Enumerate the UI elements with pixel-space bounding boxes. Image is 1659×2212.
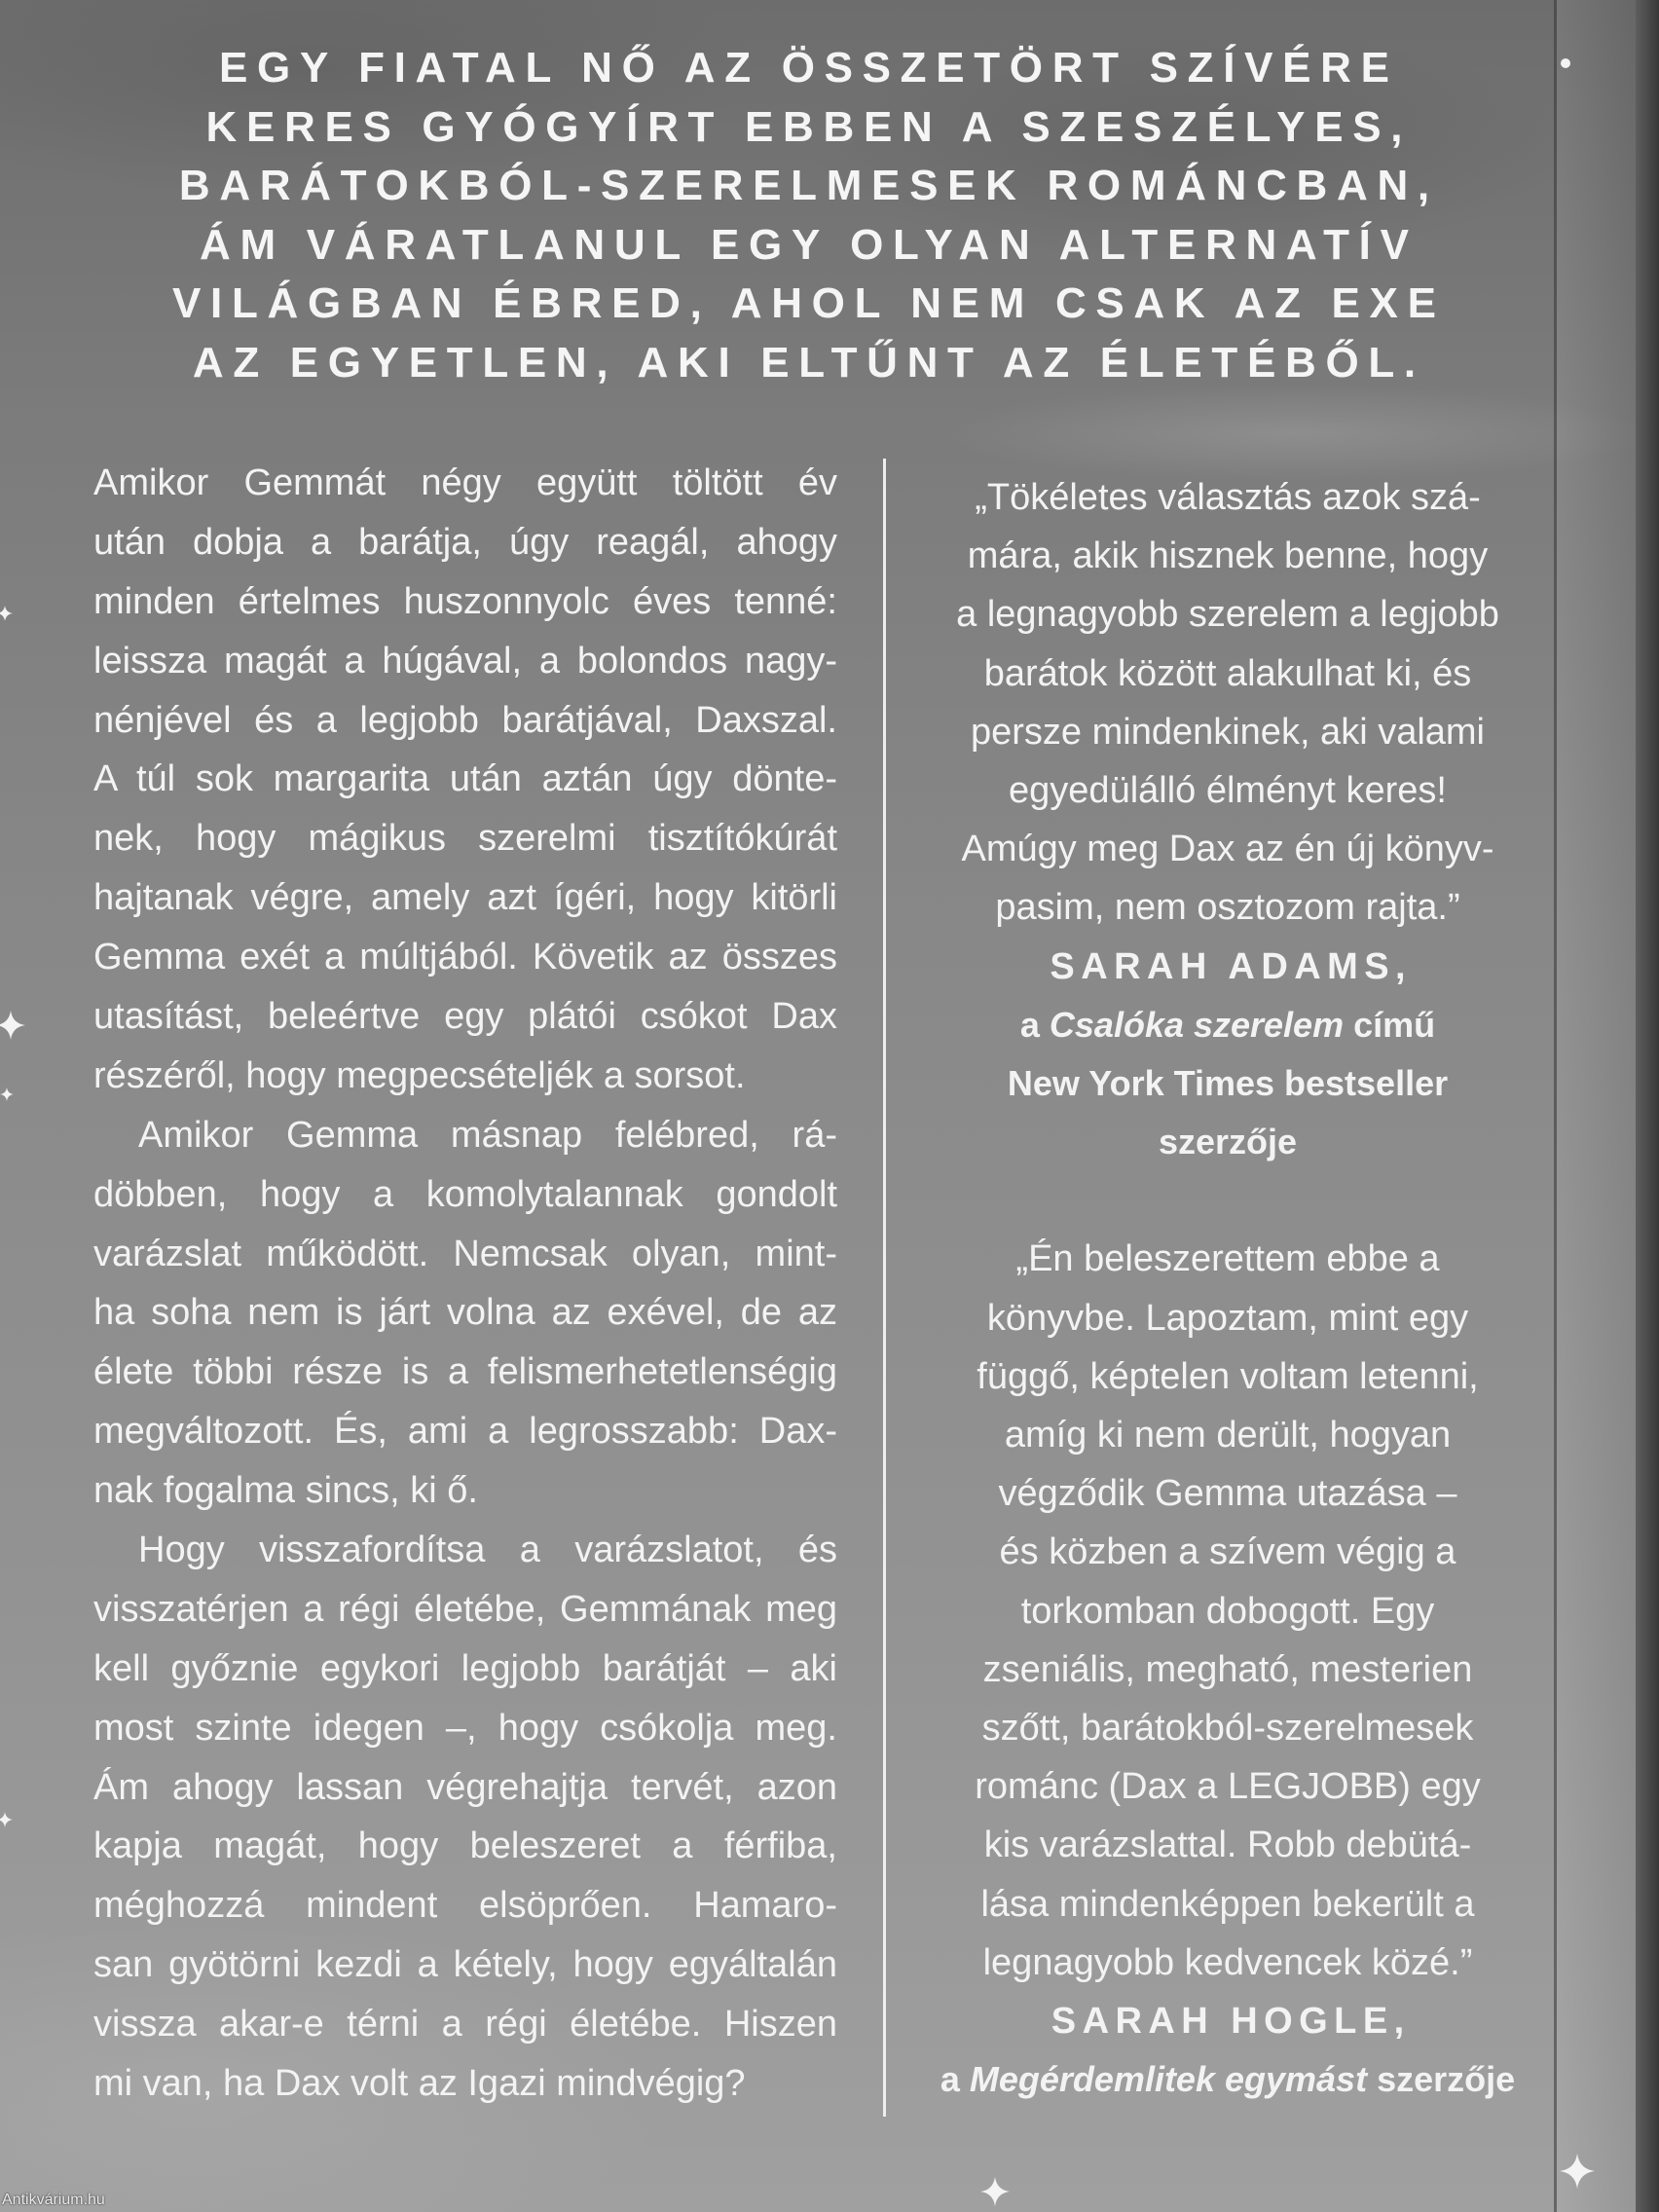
cover-tagline [0, 39, 1608, 392]
spine-fold-line [1554, 0, 1557, 2212]
review-credit-line: New York Times bestseller [1007, 1062, 1449, 1103]
synopsis-line: után dobja a barátja, úgy reagál, ahogy [93, 521, 837, 563]
quote-line: mára, akik hisznek benne, hogy [967, 535, 1489, 577]
synopsis-line: san gyötörni kezdi a kétely, hogy egyáltalán [93, 1944, 837, 1986]
tagline-line: AZ EGYETLEN, AKI ELTŰNT AZ ÉLETÉBŐL. [192, 338, 1425, 387]
quote-line: „Én beleszerettem ebbe a [1015, 1238, 1440, 1280]
quote-line: persze mindenkinek, aki valami [970, 711, 1485, 753]
synopsis-line: nek, hogy mágikus szerelmi tisztítókúrát [93, 818, 837, 860]
quote-line: zseniális, megható, mesterien [982, 1648, 1473, 1690]
quote-line: legnagyobb kedvencek közé.” [982, 1941, 1473, 1983]
synopsis-paragraph [93, 454, 837, 1106]
spacer [923, 1171, 1532, 1230]
synopsis-line: Amikor Gemma másnap felébred, rá- [138, 1114, 837, 1156]
synopsis-line: vissza akar-e térni a régi életébe. Hiszen [93, 2004, 837, 2046]
review-credit [923, 2050, 1532, 2109]
review-quote [923, 1230, 1532, 1991]
synopsis-line: hajtanak végre, amely azt ígéri, hogy kitörli [93, 877, 837, 919]
synopsis-line: élete többi része is a felismerhetetlenségig [93, 1351, 837, 1393]
credit-suffix: szerzője [1377, 2059, 1516, 2100]
tagline-line: BARÁTOKBÓL-SZERELMESEK ROMÁNCBAN, [178, 162, 1439, 209]
synopsis-line: kell győznie egykori legjobb barátját – aki [93, 1647, 837, 1689]
synopsis-line: visszatérjen a régi életébe, Gemmának meg [93, 1588, 837, 1630]
credit-prefix: a [940, 2059, 960, 2100]
synopsis-line: nak fogalma sincs, ki ő. [93, 1470, 478, 1512]
credit-prefix: a [1019, 1004, 1040, 1045]
synopsis-paragraph [93, 1106, 837, 1521]
quote-line: pasim, nem osztozom rajta.” [995, 887, 1460, 929]
review-credit [923, 996, 1532, 1054]
synopsis-line: utasítást, beleértve egy plátói csókot Dax [93, 996, 837, 1038]
synopsis-line: most szinte idegen –, hogy csókolja meg. [93, 1707, 837, 1749]
tagline-line: ÁM VÁRATLANUL EGY OLYAN ALTERNATÍV [200, 220, 1419, 269]
star-icon [0, 1011, 25, 1040]
tagline-line: EGY FIATAL NŐ AZ ÖSSZETÖRT SZÍVÉRE [219, 44, 1399, 92]
star-icon [0, 606, 13, 621]
synopsis-line: Hogy visszafordítsa a varázslatot, és [138, 1530, 837, 1571]
quote-line: románc (Dax a LEGJOBB) egy [975, 1766, 1481, 1808]
star-icon [0, 1812, 13, 1827]
synopsis-line: varázslat működött. Nemcsak olyan, mint- [93, 1233, 837, 1274]
quote-line: „Tökéletes választás azok szá- [975, 477, 1481, 518]
star-dot-icon [1561, 58, 1570, 68]
review-author: SARAH HOGLE, [1051, 2000, 1411, 2042]
tagline-line: KERES GYÓGYÍRT EBBEN A SZESZÉLYES, [205, 102, 1413, 151]
synopsis-line: Ám ahogy lassan végrehajtja tervét, azon [93, 1766, 837, 1808]
synopsis-line: ha soha nem is járt volna az exével, de az [93, 1292, 837, 1334]
credit-suffix: című [1353, 1004, 1436, 1045]
synopsis-line: méghozzá mindent elsöprően. Hamaro- [93, 1885, 837, 1927]
quote-line: egyedülálló élményt keres! [1009, 769, 1447, 811]
review-author: SARAH ADAMS, [1050, 945, 1413, 987]
quote-line: függő, képtelen voltam letenni, [977, 1355, 1479, 1397]
quote-line: barátok között alakulhat ki, és [983, 652, 1472, 694]
synopsis-line: leissza magát a húgával, a bolondos nagy- [93, 640, 837, 682]
star-icon [980, 2177, 1010, 2206]
star-icon [0, 1088, 14, 1101]
synopsis-line: részéről, hogy megpecsételjék a sorsot. [93, 1054, 746, 1096]
synopsis [93, 454, 837, 2114]
quote-line: torkomban dobogott. Egy [1020, 1590, 1435, 1632]
quote-line: lása mindenképpen bekerült a [980, 1883, 1475, 1925]
synopsis-line: megváltozott. És, ami a legrosszabb: Dax- [93, 1411, 837, 1453]
book-spine [1557, 0, 1636, 2212]
book-edge [1636, 0, 1659, 2212]
book-title: Csalóka szerelem [1049, 1004, 1345, 1045]
quote-line: szőtt, barátokból-szerelmesek [981, 1707, 1474, 1749]
quote-line: kis varázslattal. Robb debütá- [983, 1825, 1472, 1866]
column-divider [883, 459, 886, 2117]
quote-line: a legnagyobb szerelem a legjobb [956, 594, 1499, 636]
review-credit-line: szerzője [1158, 1122, 1298, 1162]
quote-line: amíg ki nem derült, hogyan [1004, 1415, 1452, 1456]
synopsis-line: A túl sok margarita után aztán úgy dönte- [93, 758, 837, 800]
synopsis-line: nénjével és a legjobb barátjával, Daxszal. [93, 699, 837, 741]
synopsis-line: Amikor Gemmát négy együtt töltött év [93, 462, 837, 503]
synopsis-paragraph [93, 1521, 837, 2114]
synopsis-line: Gemma exét a múltjából. Követik az összes [93, 937, 837, 978]
quote-line: könyvbe. Lapoztam, mint egy [986, 1297, 1469, 1339]
synopsis-line: kapja magát, hogy beleszeret a férfiba, [93, 1825, 837, 1867]
review-quote [923, 468, 1532, 938]
quote-line: és közben a szívem végig a [999, 1531, 1456, 1573]
synopsis-line: mi van, ha Dax volt az Igazi mindvégig? [93, 2063, 746, 2105]
book-title: Megérdemlitek egymást [969, 2059, 1368, 2100]
synopsis-line: minden értelmes huszonnyolc éves tenné: [93, 580, 837, 622]
quote-line: Amúgy meg Dax az én új könyv- [961, 829, 1494, 870]
reviews [923, 468, 1532, 2109]
watermark: Antikvárium.hu [2, 2192, 105, 2208]
quote-line: végződik Gemma utazása – [998, 1473, 1457, 1515]
synopsis-line: döbben, hogy a komolytalannak gondolt [93, 1173, 837, 1215]
star-icon [1560, 2154, 1595, 2189]
tagline-line: VILÁGBAN ÉBRED, AHOL NEM CSAK AZ EXE [172, 279, 1446, 327]
